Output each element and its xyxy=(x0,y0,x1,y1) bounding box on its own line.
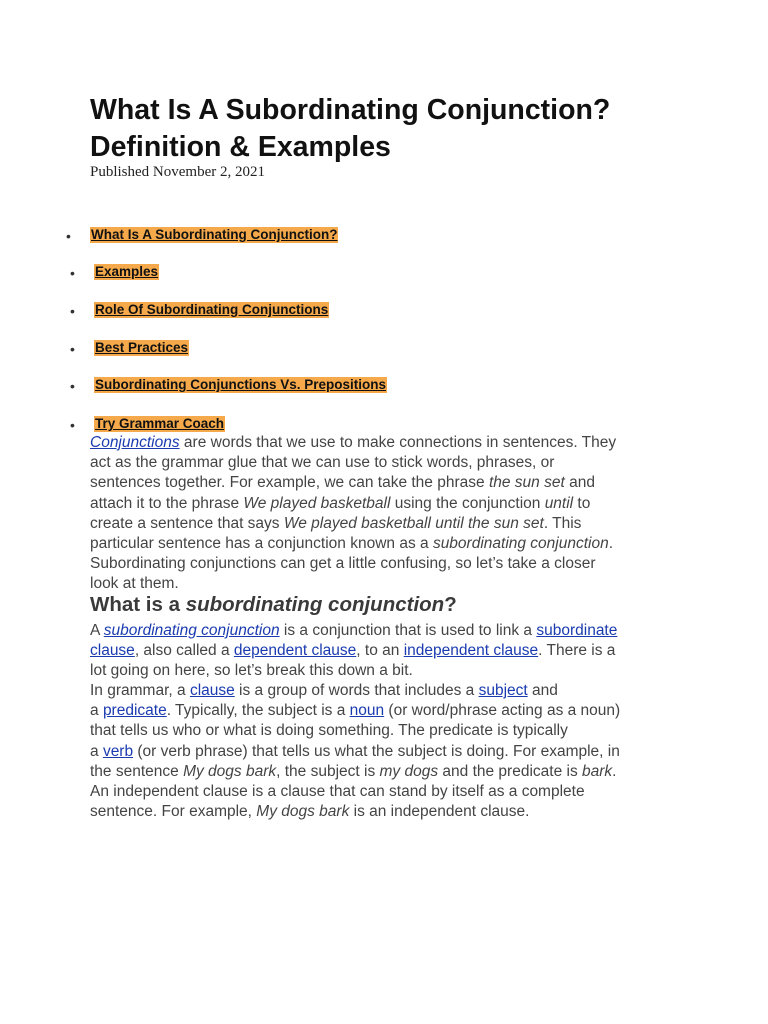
text: a xyxy=(90,742,103,760)
text: to xyxy=(573,494,591,512)
title-line-1: What Is A Subordinating Conjunction? xyxy=(90,94,611,126)
text: My dogs bark xyxy=(256,803,350,821)
noun-link[interactable]: noun xyxy=(349,702,385,720)
clause-link[interactable]: clause xyxy=(189,682,235,699)
text: lot going on here, so let’s break this down a bit. xyxy=(90,662,413,680)
text: An independent clause is a clause that can stand by itself as a complete xyxy=(90,782,585,800)
text: create a sentence that says xyxy=(90,514,284,532)
bullet-icon: • xyxy=(70,265,75,281)
text: A xyxy=(90,622,104,639)
text: attach it to the phrase xyxy=(90,494,244,512)
definition-paragraph xyxy=(90,621,690,682)
bullet-icon: • xyxy=(70,417,75,433)
intro-paragraph xyxy=(90,433,690,595)
text: is an independent clause. xyxy=(349,803,530,821)
text: my dogs xyxy=(379,762,439,780)
text: act as the grammar glue that we can use to stick words, phrases, or xyxy=(90,454,555,472)
bullet-icon: • xyxy=(66,228,71,244)
text: ? xyxy=(444,593,457,616)
text: In grammar, a xyxy=(90,682,190,699)
text: . xyxy=(612,762,617,780)
text: that tells us who or what is doing something. The predicate is typically xyxy=(90,722,568,740)
dependent-clause-link[interactable]: dependent clause xyxy=(233,642,357,660)
text: the sun set xyxy=(488,474,565,492)
text: subordinating conjunction xyxy=(185,593,445,616)
text: , the subject is xyxy=(276,762,380,780)
toc-link-examples[interactable]: Examples xyxy=(95,264,159,279)
toc-link-what-is[interactable]: What Is A Subordinating Conjunction? xyxy=(91,227,338,242)
toc-link-grammar-coach[interactable]: Try Grammar Coach xyxy=(95,416,225,431)
page-title xyxy=(90,92,730,166)
text: the sentence xyxy=(90,762,184,780)
text: is a conjunction that is used to link a xyxy=(279,622,537,639)
subordinate-clause-link[interactable]: subordinate xyxy=(536,622,618,639)
text: and xyxy=(527,682,558,699)
text: We played basketball until the sun set xyxy=(283,514,544,532)
text: look at them. xyxy=(90,575,179,593)
text: . There is a xyxy=(538,642,616,660)
text: . xyxy=(608,534,614,552)
text: a xyxy=(90,702,103,720)
text: and the predicate is xyxy=(438,762,583,780)
text: . This xyxy=(543,514,582,532)
subordinating-conjunction-link[interactable]: subordinating conjunction xyxy=(103,622,280,639)
clause-paragraph xyxy=(90,681,690,822)
text: sentence. For example, xyxy=(90,803,257,821)
conjunctions-link[interactable]: Conjunctions xyxy=(90,434,180,451)
text: , also called a xyxy=(134,642,234,660)
text: (or word/phrase acting as a noun) xyxy=(384,702,621,720)
text: particular sentence has a conjunction known as a xyxy=(90,534,433,552)
text: is a group of words that includes a xyxy=(234,682,479,699)
predicate-link[interactable]: predicate xyxy=(102,702,167,720)
independent-clause-link[interactable]: independent clause xyxy=(403,642,539,660)
text: until xyxy=(544,494,574,512)
section-heading xyxy=(90,592,457,618)
toc-link-best-practices[interactable]: Best Practices xyxy=(95,340,189,355)
toc-link-role[interactable]: Role Of Subordinating Conjunctions xyxy=(95,302,329,317)
text: Subordinating conjunctions can get a little confusing, so let’s take a closer xyxy=(90,555,596,573)
published-date: Published November 2, 2021 xyxy=(90,164,265,180)
subject-link[interactable]: subject xyxy=(478,682,528,699)
verb-link[interactable]: verb xyxy=(102,742,134,760)
text: What is a xyxy=(90,593,186,616)
text: using the conjunction xyxy=(390,494,545,512)
text: . Typically, the subject is a xyxy=(166,702,350,720)
text: We played basketball xyxy=(243,494,391,512)
bullet-icon: • xyxy=(70,378,75,394)
text: , to an xyxy=(356,642,404,660)
text: bark xyxy=(582,762,613,780)
toc-link-vs-prepositions[interactable]: Subordinating Conjunctions Vs. Prepositions xyxy=(95,377,387,392)
subordinate-clause-link-cont[interactable]: clause xyxy=(90,642,135,660)
title-line-2: Definition & Examples xyxy=(90,131,391,163)
bullet-icon: • xyxy=(70,341,75,357)
text: My dogs bark xyxy=(183,762,277,780)
text: are words that we use to make connections in sentences. They xyxy=(179,434,617,451)
text: subordinating conjunction xyxy=(432,534,609,552)
text: and xyxy=(564,474,595,492)
text: sentences together. For example, we can take the phrase xyxy=(90,474,489,492)
text: (or verb phrase) that tells us what the subject is doing. For example, in xyxy=(133,742,620,760)
bullet-icon: • xyxy=(70,303,75,319)
